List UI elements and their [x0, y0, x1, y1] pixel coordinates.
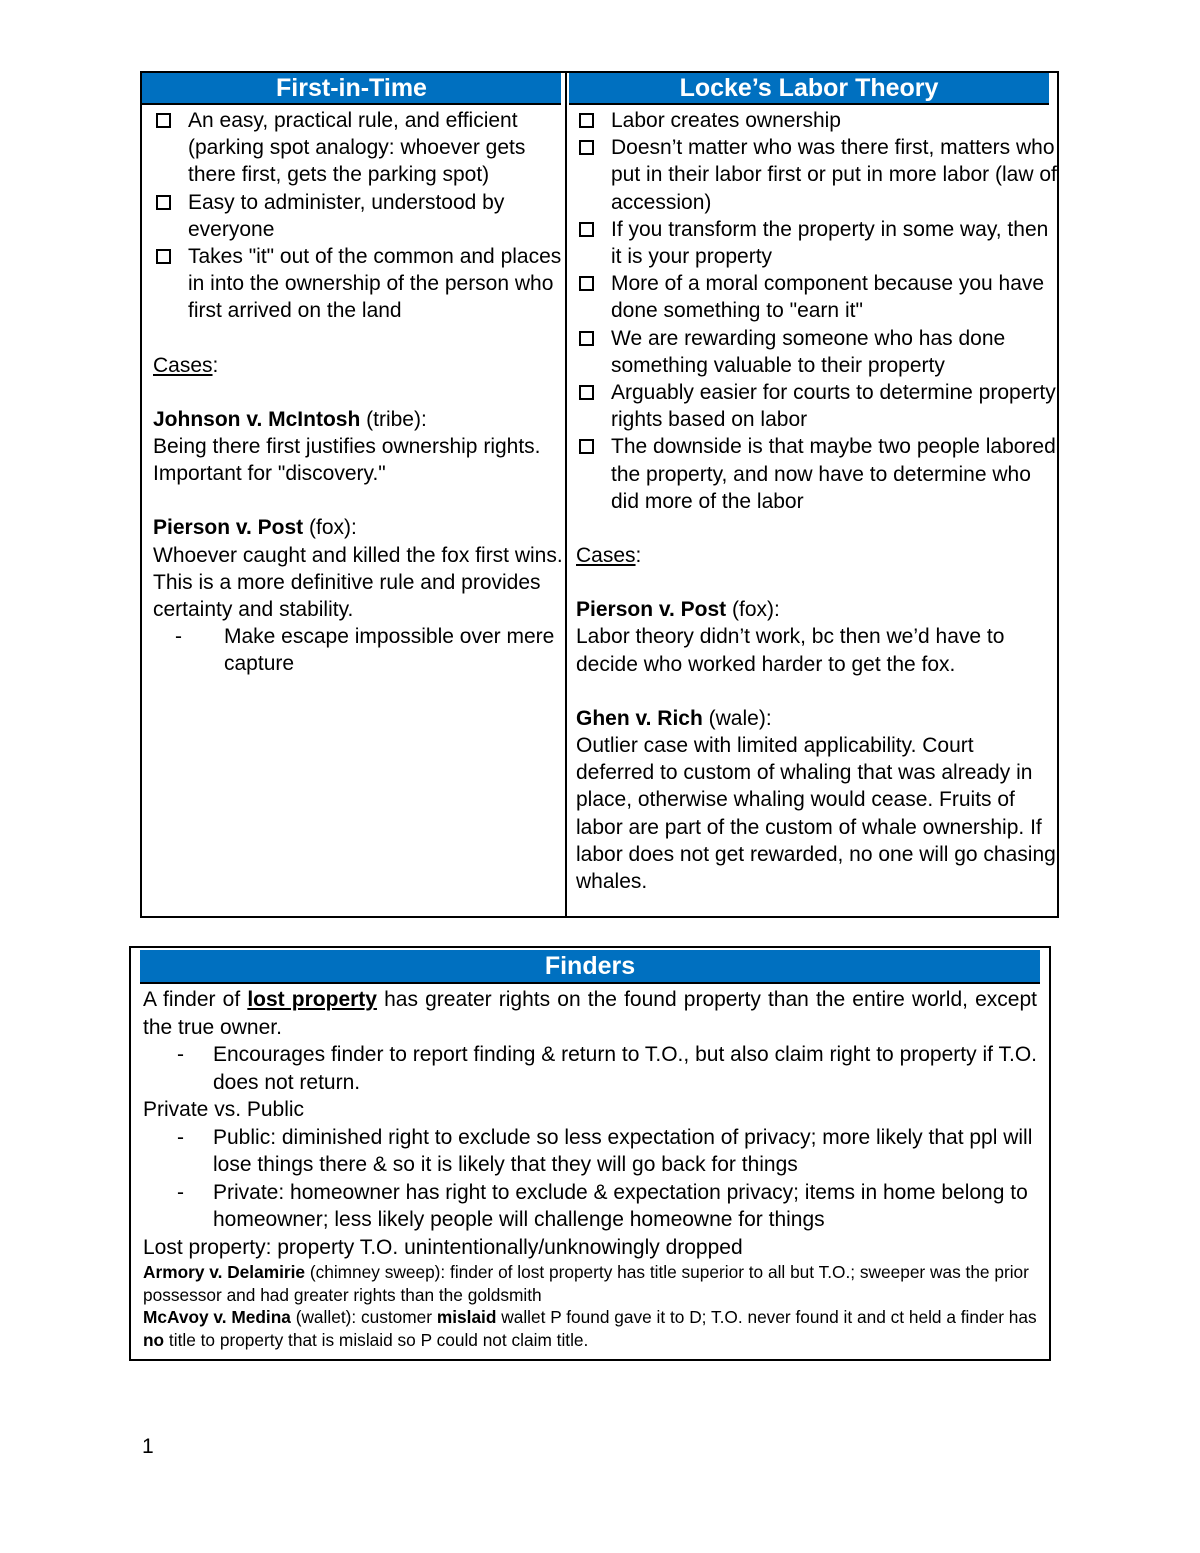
- case-summary: Armory v. Delamirie (chimney sweep): finder of lost property has title superior to all but T.O.; sweeper was the prior possessor and had greater rights than the goldsmith: [143, 1262, 1029, 1305]
- list-item: If you transform the property in some way, then it is your property: [576, 216, 1057, 270]
- list-item: Labor creates ownership: [576, 107, 1057, 134]
- lost-property-definition: Lost property: property T.O. unintentionally/unknowingly dropped: [143, 1235, 743, 1259]
- dash-item: - Public: diminished right to exclude so less expectation of privacy; more likely that ppl will lose things there & so it is likely that they will go back for things: [177, 1125, 1033, 1176]
- labor-theory-list: [576, 107, 1057, 515]
- cases-heading: Cases:: [153, 353, 219, 377]
- list-item: Easy to administer, understood by everyone: [153, 189, 565, 243]
- cases-heading: Cases:: [576, 544, 642, 568]
- finders-body: [131, 984, 1049, 1351]
- first-in-time-column: [142, 73, 567, 916]
- list-item: Doesn’t matter who was there first, matters who put in their labor first or put in more labor (law of accession): [576, 134, 1057, 216]
- case-summary: Being there first justifies ownership rights. Important for "discovery.": [153, 435, 541, 486]
- checkbox-icon: [579, 385, 594, 400]
- list-item: An easy, practical rule, and efficient (parking spot analogy: whoever gets there first, gets the parking spot): [153, 107, 565, 189]
- checkbox-icon: [156, 195, 171, 210]
- checkbox-icon: [579, 439, 594, 454]
- list-item: We are rewarding someone who has done something valuable to their property: [576, 325, 1057, 379]
- checkbox-icon: [579, 222, 594, 237]
- finders-header: Finders: [140, 950, 1040, 984]
- case-summary: McAvoy v. Medina (wallet): customer mislaid wallet P found gave it to D; T.O. never found it and ct held a finder has no title to property that is mislaid so P could not claim title.: [143, 1307, 1037, 1350]
- case-summary: Labor theory didn’t work, bc then we’d have to decide who worked harder to get the fox.: [576, 625, 1005, 676]
- list-item: More of a moral component because you have done something to "earn it": [576, 270, 1057, 324]
- case-heading: Ghen v. Rich (wale):: [576, 706, 772, 730]
- checkbox-icon: [579, 113, 594, 128]
- dash-item: - Make escape impossible over mere capture: [175, 625, 555, 676]
- checkbox-icon: [579, 140, 594, 155]
- checkbox-icon: [156, 113, 171, 128]
- first-in-time-header: First-in-Time: [142, 73, 561, 105]
- case-heading: Johnson v. McIntosh (tribe):: [153, 407, 427, 431]
- list-item: The downside is that maybe two people labored the property, and now have to determine who did more of the labor: [576, 433, 1057, 515]
- case-heading: Pierson v. Post (fox):: [576, 598, 780, 622]
- labor-theory-header: Locke’s Labor Theory: [569, 73, 1049, 105]
- list-item: Arguably easier for courts to determine property rights based on labor: [576, 379, 1057, 433]
- checkbox-icon: [579, 276, 594, 291]
- checkbox-icon: [156, 249, 171, 264]
- case-summary: Whoever caught and killed the fox first wins. This is a more definitive rule and provides certainty and stability.: [153, 543, 563, 622]
- case-summary: Outlier case with limited applicability. Court deferred to custom of whaling that was already in place, otherwise whaling would cease. Fruits of labor are part of the custom of whale ownership. If labor does not get rewarded, no one will go chasing whales.: [576, 734, 1056, 894]
- dash-item: - Encourages finder to report finding & return to T.O., but also claim right to property if T.O. does not return.: [177, 1043, 1037, 1094]
- checkbox-icon: [579, 331, 594, 346]
- labor-theory-body: [567, 105, 1057, 895]
- labor-theory-column: [567, 73, 1057, 916]
- list-item: Takes "it" out of the common and places in into the ownership of the person who first arrived on the land: [153, 243, 565, 325]
- dash-item: - Private: homeowner has right to exclude & expectation privacy; items in home belong to homeowner; less likely people will challenge homeowne for things: [177, 1180, 1028, 1231]
- private-vs-public-heading: Private vs. Public: [143, 1098, 305, 1121]
- theories-table: [140, 71, 1059, 918]
- first-in-time-list: [153, 107, 565, 325]
- first-in-time-body: [142, 105, 565, 678]
- page-number: 1: [142, 1435, 154, 1458]
- finders-box: [129, 946, 1051, 1361]
- finders-intro: A finder of lost property has greater rights on the found property than the entire world, except the true owner.: [143, 988, 1037, 1039]
- case-heading: Pierson v. Post (fox):: [153, 516, 357, 540]
